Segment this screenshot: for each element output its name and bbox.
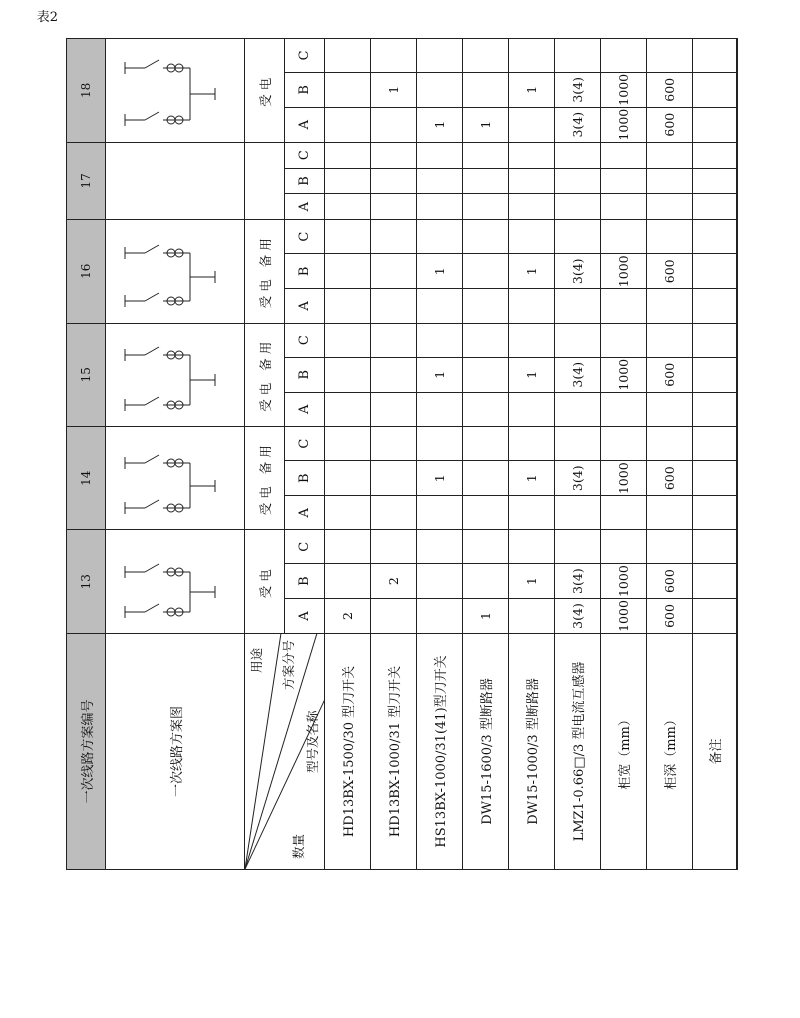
quantity-cell: 1: [463, 107, 509, 142]
scheme-13-diagram: [106, 530, 245, 633]
quantity-cell: [371, 194, 417, 220]
quantity-cell: [463, 39, 509, 73]
quantity-cell: [555, 426, 601, 460]
scheme-table: [66, 38, 738, 870]
phase-label: B: [285, 461, 325, 496]
quantity-cell: [601, 194, 647, 220]
quantity-cell: [417, 599, 463, 634]
quantity-cell: [509, 168, 555, 194]
phase-label: A: [285, 392, 325, 426]
scheme-number: 18: [67, 39, 106, 143]
quantity-cell: 1: [463, 599, 509, 634]
quantity-cell: 1: [509, 72, 555, 107]
quantity-cell: [417, 426, 463, 460]
quantity-cell: [693, 530, 737, 564]
quantity-cell: [325, 323, 371, 357]
quantity-cell: [371, 392, 417, 426]
quantity-cell: [371, 289, 417, 323]
usage-label: 受电 备用: [245, 426, 285, 529]
quantity-cell: [371, 254, 417, 289]
quantity-cell: [325, 426, 371, 460]
quantity-cell: [647, 530, 693, 564]
component-name: 柜深（mm）: [647, 633, 693, 869]
component-name: 柜宽（mm）: [601, 633, 647, 869]
single-line-diagram: [115, 325, 235, 425]
quantity-cell: [463, 72, 509, 107]
quantity-cell: [601, 496, 647, 530]
phase-label: B: [285, 72, 325, 107]
phase-label: A: [285, 599, 325, 634]
quantity-cell: 600: [647, 357, 693, 392]
scheme-18-diagram: [106, 39, 245, 143]
corner-usage-label: 用途: [249, 647, 264, 673]
usage-label: 受电: [245, 39, 285, 143]
quantity-cell: [555, 530, 601, 564]
quantity-cell: [601, 426, 647, 460]
corner-model-label: 型号及名称: [305, 710, 320, 773]
quantity-cell: [417, 392, 463, 426]
quantity-cell: [417, 39, 463, 73]
quantity-cell: 1: [417, 461, 463, 496]
quantity-cell: [325, 392, 371, 426]
quantity-cell: 600: [647, 254, 693, 289]
table-row: [325, 39, 371, 870]
quantity-cell: [417, 289, 463, 323]
quantity-cell: [509, 289, 555, 323]
phase-label: C: [285, 530, 325, 564]
quantity-cell: [371, 530, 417, 564]
scheme-number: 15: [67, 323, 106, 426]
scheme-14-diagram: [106, 426, 245, 529]
quantity-cell: [693, 220, 737, 254]
quantity-cell: [417, 220, 463, 254]
quantity-cell: 3(4): [555, 107, 601, 142]
scheme-number-row: [67, 39, 106, 870]
quantity-cell: 1: [417, 254, 463, 289]
quantity-cell: [371, 142, 417, 168]
component-name: HD13BX-1500/30 型刀开关: [325, 633, 371, 869]
quantity-cell: [509, 426, 555, 460]
quantity-cell: [417, 142, 463, 168]
usage-label: 受电 备用: [245, 220, 285, 323]
quantity-cell: [325, 289, 371, 323]
quantity-cell: [509, 599, 555, 634]
quantity-cell: [693, 254, 737, 289]
sheet-number: 表2: [36, 10, 58, 25]
quantity-cell: [693, 107, 737, 142]
quantity-cell: [463, 168, 509, 194]
quantity-cell: [509, 142, 555, 168]
quantity-cell: [555, 194, 601, 220]
quantity-cell: [463, 461, 509, 496]
component-name: HS13BX-1000/31(41)型刀开关: [417, 633, 463, 869]
quantity-cell: [325, 530, 371, 564]
quantity-cell: 1000: [601, 564, 647, 599]
quantity-cell: [463, 289, 509, 323]
scheme-diagram-row: [106, 39, 245, 870]
usage-row: [245, 39, 285, 870]
quantity-cell: [325, 564, 371, 599]
table-row: [371, 39, 417, 870]
quantity-cell: [509, 530, 555, 564]
quantity-cell: [601, 168, 647, 194]
quantity-cell: 1: [371, 72, 417, 107]
quantity-cell: [371, 496, 417, 530]
quantity-cell: [325, 168, 371, 194]
single-line-diagram: [115, 532, 235, 632]
data-rows: [325, 39, 737, 870]
quantity-cell: [693, 357, 737, 392]
quantity-cell: [371, 39, 417, 73]
quantity-cell: [371, 461, 417, 496]
quantity-cell: [601, 289, 647, 323]
quantity-cell: [555, 142, 601, 168]
quantity-cell: 1: [509, 357, 555, 392]
quantity-cell: 600: [647, 599, 693, 634]
quantity-cell: [417, 323, 463, 357]
quantity-cell: 1000: [601, 461, 647, 496]
quantity-cell: [693, 564, 737, 599]
table-row: [601, 39, 647, 870]
phase-label: C: [285, 323, 325, 357]
usage-label: 受电: [245, 530, 285, 633]
corner-header: [245, 633, 325, 869]
quantity-cell: [325, 142, 371, 168]
phase-label: C: [285, 142, 325, 168]
quantity-cell: [463, 357, 509, 392]
phase-label: A: [285, 194, 325, 220]
single-line-diagram: [115, 428, 235, 528]
quantity-cell: [417, 168, 463, 194]
quantity-cell: 3(4): [555, 357, 601, 392]
quantity-cell: [601, 142, 647, 168]
scheme-number-label: 一次线路方案编号: [67, 633, 106, 869]
quantity-cell: [693, 392, 737, 426]
quantity-cell: 3(4): [555, 254, 601, 289]
component-name: DW15-1000/3 型断路器: [509, 633, 555, 869]
scheme-17-diagram: [106, 142, 245, 219]
quantity-cell: [647, 220, 693, 254]
phase-label: A: [285, 496, 325, 530]
quantity-cell: [371, 168, 417, 194]
quantity-cell: 1000: [601, 107, 647, 142]
quantity-cell: [693, 323, 737, 357]
scheme-number: 16: [67, 220, 106, 323]
quantity-cell: [555, 392, 601, 426]
quantity-cell: [417, 72, 463, 107]
quantity-cell: [371, 599, 417, 634]
quantity-cell: 1000: [601, 599, 647, 634]
phase-label: B: [285, 168, 325, 194]
quantity-cell: 3(4): [555, 72, 601, 107]
usage-label: 受电 备用: [245, 323, 285, 426]
quantity-cell: [463, 142, 509, 168]
quantity-cell: [417, 496, 463, 530]
quantity-cell: [693, 461, 737, 496]
quantity-cell: [509, 39, 555, 73]
quantity-cell: 2: [371, 564, 417, 599]
quantity-cell: 600: [647, 461, 693, 496]
quantity-cell: [509, 220, 555, 254]
quantity-cell: [647, 39, 693, 73]
quantity-cell: [601, 220, 647, 254]
phase-label: C: [285, 220, 325, 254]
quantity-cell: 1: [417, 107, 463, 142]
quantity-cell: [693, 289, 737, 323]
quantity-cell: 600: [647, 107, 693, 142]
quantity-cell: 3(4): [555, 564, 601, 599]
quantity-cell: [555, 39, 601, 73]
quantity-cell: [325, 461, 371, 496]
quantity-cell: [325, 254, 371, 289]
table-row: [693, 39, 737, 870]
quantity-cell: [325, 357, 371, 392]
quantity-cell: [555, 323, 601, 357]
quantity-cell: [417, 564, 463, 599]
quantity-cell: [555, 168, 601, 194]
quantity-cell: 1000: [601, 254, 647, 289]
scheme-diagram-label: 一次线路方案图: [106, 633, 245, 869]
quantity-cell: [555, 496, 601, 530]
quantity-cell: [693, 39, 737, 73]
table-row: [555, 39, 601, 870]
quantity-cell: [647, 496, 693, 530]
phase-label: A: [285, 107, 325, 142]
quantity-cell: [509, 107, 555, 142]
quantity-cell: [463, 392, 509, 426]
quantity-cell: [601, 39, 647, 73]
quantity-cell: [693, 496, 737, 530]
quantity-cell: [601, 530, 647, 564]
quantity-cell: [463, 220, 509, 254]
quantity-cell: [509, 323, 555, 357]
quantity-cell: [371, 220, 417, 254]
quantity-cell: [463, 323, 509, 357]
quantity-cell: [371, 107, 417, 142]
quantity-cell: 1: [509, 564, 555, 599]
quantity-cell: 1: [509, 461, 555, 496]
quantity-cell: [601, 323, 647, 357]
scheme-16-diagram: [106, 220, 245, 323]
quantity-cell: [647, 392, 693, 426]
quantity-cell: [601, 392, 647, 426]
quantity-cell: [693, 599, 737, 634]
quantity-cell: [647, 426, 693, 460]
component-name: LMZ1-0.66□/3 型电流互感器: [555, 633, 601, 869]
single-line-diagram: [115, 221, 235, 321]
quantity-cell: [647, 194, 693, 220]
quantity-cell: [555, 220, 601, 254]
phase-label: B: [285, 564, 325, 599]
quantity-cell: [325, 220, 371, 254]
quantity-cell: 1000: [601, 72, 647, 107]
table-row: [417, 39, 463, 870]
scheme-number: 14: [67, 426, 106, 529]
quantity-cell: [647, 142, 693, 168]
quantity-cell: 600: [647, 564, 693, 599]
component-name: 备注: [693, 633, 737, 869]
quantity-cell: [693, 72, 737, 107]
single-line-diagram: [115, 40, 235, 140]
quantity-cell: 3(4): [555, 461, 601, 496]
quantity-cell: 1: [509, 254, 555, 289]
quantity-cell: [463, 254, 509, 289]
quantity-cell: [693, 168, 737, 194]
table-row: [509, 39, 555, 870]
phase-label: B: [285, 357, 325, 392]
quantity-cell: [371, 323, 417, 357]
quantity-cell: 3(4): [555, 599, 601, 634]
table-row: [647, 39, 693, 870]
quantity-cell: [371, 426, 417, 460]
quantity-cell: [325, 39, 371, 73]
quantity-cell: [693, 194, 737, 220]
phase-label: A: [285, 289, 325, 323]
phase-label: C: [285, 426, 325, 460]
quantity-cell: [325, 496, 371, 530]
quantity-cell: [371, 357, 417, 392]
phase-label: B: [285, 254, 325, 289]
component-name: DW15-1600/3 型断路器: [463, 633, 509, 869]
table-row: [463, 39, 509, 870]
rotated-table-container: [66, 38, 746, 870]
quantity-cell: [509, 194, 555, 220]
quantity-cell: 600: [647, 72, 693, 107]
corner-quantity-label: 数量: [291, 833, 306, 859]
quantity-cell: 1: [417, 357, 463, 392]
quantity-cell: [325, 72, 371, 107]
quantity-cell: 1000: [601, 357, 647, 392]
quantity-cell: [463, 530, 509, 564]
quantity-cell: 2: [325, 599, 371, 634]
quantity-cell: [325, 107, 371, 142]
phase-label: C: [285, 39, 325, 73]
quantity-cell: [647, 168, 693, 194]
quantity-cell: [555, 289, 601, 323]
quantity-cell: [693, 426, 737, 460]
corner-subscheme-label: 方案分号: [281, 639, 296, 690]
usage-label: [245, 142, 285, 219]
quantity-cell: [463, 426, 509, 460]
quantity-cell: [693, 142, 737, 168]
quantity-cell: [463, 496, 509, 530]
quantity-cell: [417, 194, 463, 220]
quantity-cell: [325, 194, 371, 220]
quantity-cell: [647, 323, 693, 357]
scheme-number: 17: [67, 142, 106, 219]
quantity-cell: [509, 496, 555, 530]
scheme-number: 13: [67, 530, 106, 633]
quantity-cell: [463, 564, 509, 599]
scheme-15-diagram: [106, 323, 245, 426]
quantity-cell: [463, 194, 509, 220]
component-name: HD13BX-1000/31 型刀开关: [371, 633, 417, 869]
quantity-cell: [647, 289, 693, 323]
quantity-cell: [417, 530, 463, 564]
quantity-cell: [509, 392, 555, 426]
